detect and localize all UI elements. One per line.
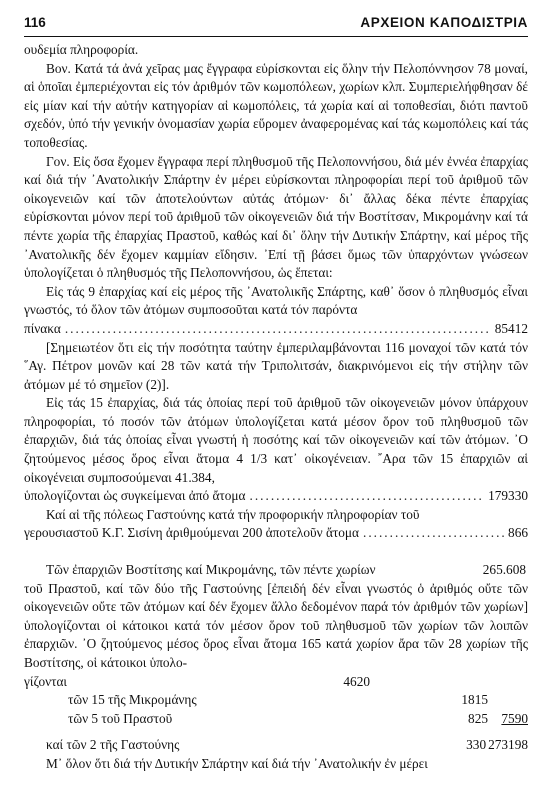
bottom-first-line <box>24 561 528 580</box>
total-line-15-eparchies <box>24 487 528 506</box>
row-value-1: 4620 <box>343 673 370 689</box>
row-value-1: 330 <box>466 737 487 753</box>
villages-table <box>24 673 528 729</box>
leader-dots <box>363 524 504 543</box>
total-value: 866 <box>508 525 528 541</box>
paragraph-0: ουδεμία πληροφορία. <box>24 42 139 57</box>
row-value-2: 7590 <box>501 710 528 726</box>
leader-dots <box>250 487 485 506</box>
total-line-label: γερουσιαστοῦ Κ.Γ. Σισίνη ἀριθμούμεναι 200 ἀποτελοῦν ἄτομα <box>24 525 359 541</box>
total-line-label: πίνακα <box>24 320 61 336</box>
paragraph-6: Καί αἱ τῆς πόλεως Γαστούνης κατά τήν προφορικήν πληροφορίαν τοῦ <box>46 506 420 522</box>
paragraph-1: Βον. Κατά τά ἀνά χεῖρας μας ἔγγραφα εὑρίσκονται εἰς ὅλην τήν Πελοπόννησον 78 μοναί, αἱ ὁποῖαι ἐμπεριέχονται εἰς τόν ἀριθμόν τῶν κωμοπόλεων, χωρίων κλπ. Συμπεριελήφθησαν δέ εἰς μίαν καί τήν αὐτήν κατηγορίαν αἱ κωμοπόλεις, τά χωρία καί αἱ τοποθεσίαι, διότι παντοῦ σχεδόν, ὑπό τήν γενικήν ὀνομασίαν χωρία εὕρομεν ἀναφερομένας καί τάς κωμοπόλεις καί τάς τοποθεσίας. <box>24 60 528 150</box>
table-row-gastouni <box>24 736 528 755</box>
table-row <box>24 691 528 710</box>
page-number: 116 <box>24 15 46 30</box>
leader-dots <box>65 320 491 339</box>
total-line-gastouni <box>24 524 528 543</box>
row-label: τῶν 15 τῆς Μικρομάνης <box>68 692 197 708</box>
last-line: Μ᾿ ὅλον ὅτι διά τήν Δυτικήν Σπάρτην καί διά τήν ᾿Ανατολικήν ἐν μέρει <box>46 755 428 771</box>
section-gap <box>24 543 528 561</box>
row-value-2: 273198 <box>488 737 528 753</box>
table-gap <box>24 728 528 736</box>
page-header <box>24 14 528 37</box>
total-value: 179330 <box>488 488 528 504</box>
paragraph-2: Γον. Εἰς ὅσα ἔχομεν ἔγγραφα περί πληθυσμοῦ τῆς Πελοποννήσου, διά μέν ἐννέα ἐπαρχίας καί διά τήν ᾿Ανατολικήν Σπάρτην ἐν μέρει εὑρίσκονται πληροφορίαι περί τοῦ ἀριθμοῦ τῶν οἰκογενειῶν καί τῶν ἀποτελούντων αὐτάς ἀτόμων· δι᾿ ἄλλας δέκα πέντε ἐπαρχίας εὑρίσκονται μόνον περί τοῦ ἀριθμοῦ τῶν οἰκογενειῶν διά τήν Βοστίτσαν, Μικρομάνην καί τά πέντε χωρία τῆς ἐπαρχίας Πραστοῦ, καθώς καί δι᾿ ὅλην τήν Δυτικήν Σπάρτην, καί μέρος τῆς ᾿Ανατολικῆς δέν ἔχομεν καμμίαν εἴδησιν. ᾿Επί τῇ βάσει ὅμως τῶν ὑπαρχόντων γνώσεων ὑπολογίζεται ὁ πληθυσμός τῆς Πελοποννήσου, ὡς ἕπεται: <box>24 153 528 281</box>
row-label: καί τῶν 2 τῆς Γαστούνης <box>46 737 180 753</box>
running-title: ΑΡΧΕΙΟΝ ΚΑΠΟΔΙΣΤΡΙΑ <box>360 15 528 30</box>
row-value-1: 1815 <box>461 692 488 708</box>
bottom-first-line-value: 265.608 <box>482 562 526 578</box>
paragraph-5: Εἰς τάς 15 ἐπαρχίας, διά τάς ὁποίας περί τοῦ ἀριθμοῦ τῶν οἰκογενειῶν μόνον ὑπάρχουν πληροφορίαι, τό ποσόν τῶν ἀτόμων ὑπολογίζεται κατά μέσον ὅρον τοῦ πληθυσμοῦ τῶν ἐπαρχιῶν, διά τάς ὁποίας εἶναι γνωστή ἡ ποσότης καί τῶν οἰκογενειῶν καί τῶν ἀτόμων. ᾿Ο ζητούμενος μέσος ὅρος εἶναι ἄτομα 4 1/3 κατ᾿ οἰκογένειαν. ῎Αρα τῶν 15 ἐπαρχιῶν αἱ οἰκογένειαι συμποσούμεναι 41.384, <box>24 395 528 485</box>
row-label: τῶν 5 τοῦ Πραστοῦ <box>68 710 173 726</box>
row-value-1: 825 <box>468 710 488 726</box>
paragraph-3: Εἰς τάς 9 ἐπαρχίας καί εἰς μέρος τῆς ᾿Ανατολικῆς Σπάρτης, καθ᾿ ὅσον ὁ πληθυσμός εἶναι γνωστός, τό ὅλον τῶν ἀτόμων συμποσοῦται κατά τόν παρόντα <box>24 283 528 318</box>
total-line-label: ὑπολογίζονται ὡς συγκείμεναι ἀπό ἄτομα <box>24 488 246 504</box>
total-line-pinaka <box>24 320 528 339</box>
table-row <box>24 673 528 692</box>
table-row <box>24 710 528 729</box>
total-value: 85412 <box>494 320 528 336</box>
row-label: γίζονται <box>24 673 68 689</box>
bottom-first-line-text: Τῶν ἐπαρχιῶν Βοστίτσης καί Μικρομάνης, τῶν πέντε χωρίων <box>46 562 376 578</box>
paragraph-4-note: [Σημειωτέον ὅτι εἰς τήν ποσότητα ταύτην ἐμπεριλαμβάνονται 116 μοναχοί τῶν κατά τόν ῞Αγ. Πέτρον μονῶν καί 28 τῶν κατά τήν Τριπολιτσάν, διακρινόμενοι εἰς τήν στήλην τῶν ἀτόμων μέ τό σημεῖον (2)]. <box>24 339 528 392</box>
bottom-paragraph: τοῦ Πραστοῦ, καί τῶν δύο τῆς Γαστούνης [ἐπειδή δέν εἶναι γνωστός ὁ ἀριθμός οὔτε τῶν οἰκογενειῶν οὔτε τῶν ἀτόμων καί δέν ἔχομεν ἄλλο δεδομένον παρά τόν ἀριθμόν τῶν χωρίων] ὑπολογίζονται οἱ κάτοικοι κατά τόν μέσον ὅρον τοῦ πληθυσμοῦ τῶν χωρίων τῶν λοιπῶν ἐπαρχιῶν. ᾿Ο ζητούμενος μέσος ὅρος εἶναι ἄτομα 165 κατά χωρίον ἄρα τῶν 28 χωρίων τῆς Βοστίτσης, οἱ κάτοικοι ὑπολο- <box>24 580 528 670</box>
